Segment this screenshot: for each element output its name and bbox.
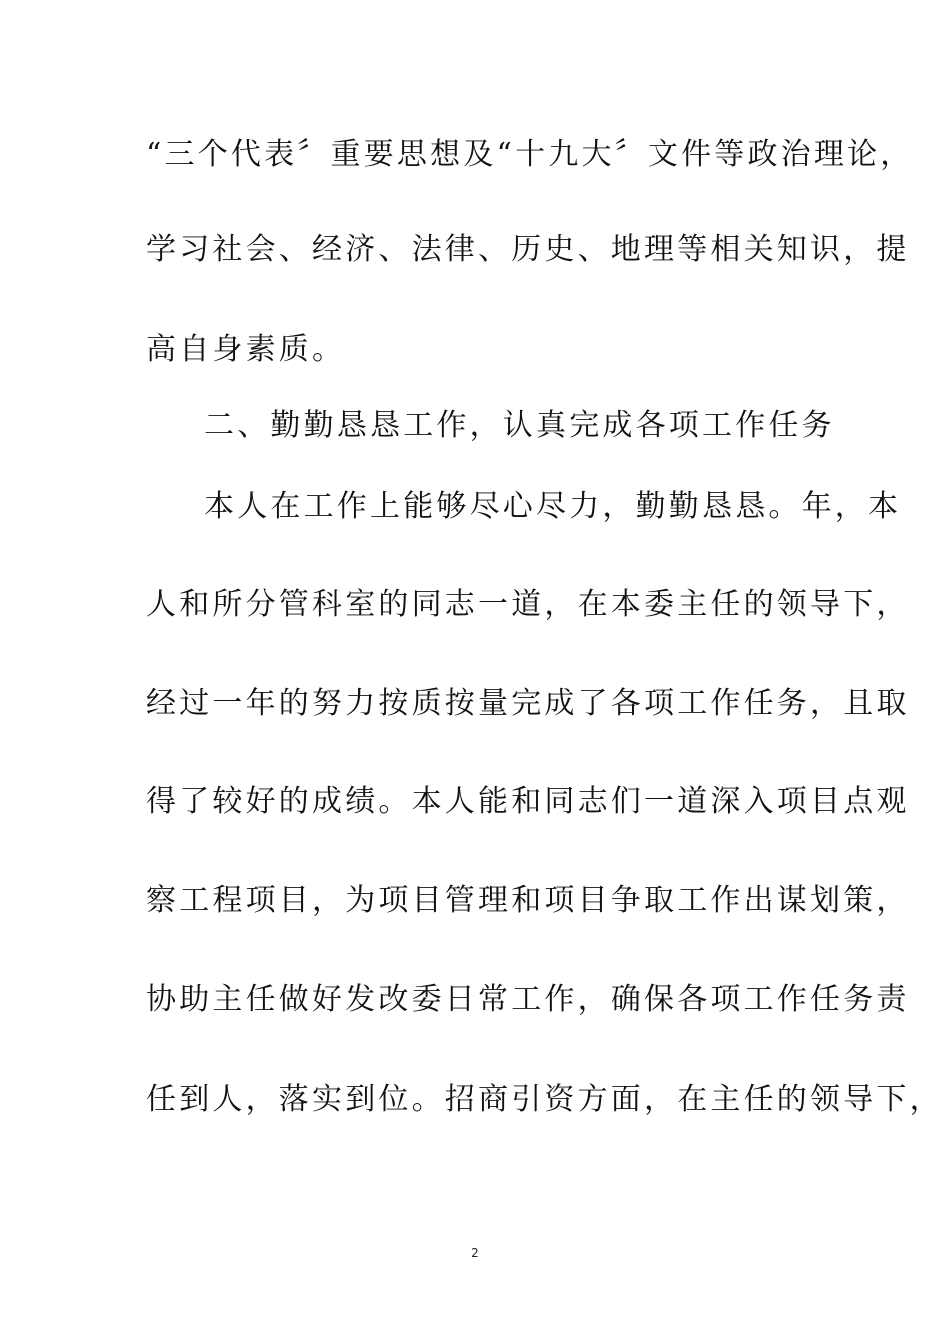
paragraph-line: 得了较好的成绩。本人能和同志们一道深入项目点观 [146, 784, 910, 819]
paragraph-line: 察工程项目，为项目管理和项目争取工作出谋划策， [146, 883, 910, 918]
paragraph-line: 高自身素质。 [146, 332, 346, 367]
page-number: 2 [471, 1246, 479, 1260]
paragraph-line: 任到人，落实到位。招商引资方面，在主任的领导下， [146, 1082, 943, 1117]
section-heading: 二、勤勤恳恳工作，认真完成各项工作任务 [204, 408, 835, 443]
paragraph-line: 本人在工作上能够尽心尽力，勤勤恳恳。年，本 [204, 489, 902, 524]
paragraph-line: “三个代表〞重要思想及“十九大〞文件等政治理论， [146, 137, 914, 172]
paragraph-line: 人和所分管科室的同志一道，在本委主任的领导下， [146, 587, 910, 622]
paragraph-line: 经过一年的努力按质按量完成了各项工作任务，且取 [146, 686, 910, 721]
paragraph-line: 学习社会、经济、法律、历史、地理等相关知识，提 [146, 232, 910, 267]
paragraph-line: 协助主任做好发改委日常工作，确保各项工作任务责 [146, 982, 910, 1017]
